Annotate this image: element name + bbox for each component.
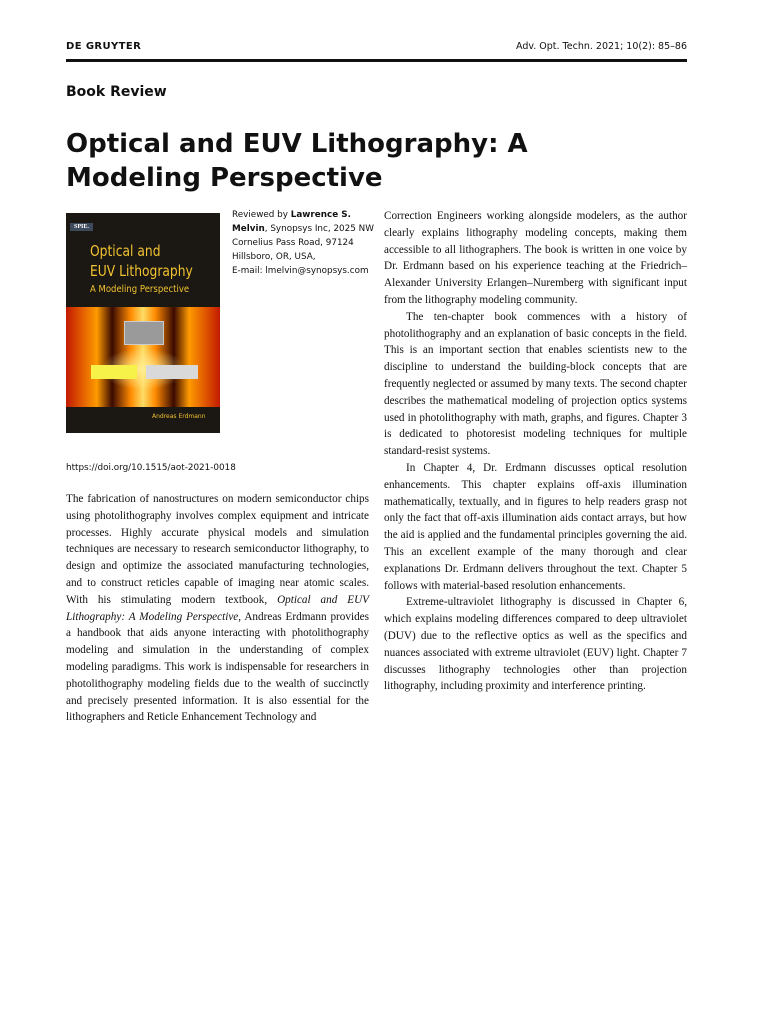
- publisher-name: DE GRUYTER: [66, 41, 142, 52]
- body-column-right: [384, 208, 687, 695]
- p1-continued: , Andreas Erdmann provides a handbook that aids anyone interacting with photolithography modeling and simulation in the understanding of complex modeling paradigms. This work is indispensable for researchers in photolithography modeling fields due to the wealth of succinctly and precisely presented information. It is also essential for the lithographers and Reticle Enhancement Technology and: [66, 610, 369, 724]
- header-rule: [66, 59, 687, 62]
- cover-publisher-badge: SPIE.: [70, 223, 93, 231]
- cover-title: [90, 241, 193, 281]
- body-column-left: [66, 491, 369, 726]
- p1-book-title: Optical and EUV Lithography: A Modeling Perspective: [66, 593, 369, 623]
- body-paragraph-4: Extreme-ultraviolet lithography is discussed in Chapter 6, which explains modeling differences compared to deep ultraviolet (DUV) due to the reflective optics as well as the specifics and nuances associated with extreme ultraviolet (EUV) light. Chapter 7 discusses lithography technologies other than projection lithography, including proximity and interference printing.: [384, 596, 687, 693]
- reviewer-email[interactable]: E-mail: lmelvin@synopsys.com: [232, 266, 369, 276]
- journal-citation: Adv. Opt. Techn. 2021; 10(2): 85–86: [516, 41, 687, 52]
- reviewer-info: [232, 208, 374, 278]
- body-paragraph-1a: [66, 491, 369, 726]
- section-label: Book Review: [66, 84, 167, 100]
- cover-art-feature-right: [146, 365, 198, 379]
- cover-title-line2: EUV Lithography: [90, 262, 193, 280]
- body-paragraph-2: The ten-chapter book commences with a history of photolithography and an explanation of basic concepts in the field. This is an important section that enables scientists new to the discipline to understand the building-block concepts that are frequently neglected or assumed by many texts. The second chapter describes the mathematical modeling of projection optics systems used in photolithography with math, graphs, and figures. Chapter 3 is dedicated to photoresist modeling techniques for multiple standard-resist systems.: [384, 310, 687, 458]
- reviewer-name: Lawrence S. Melvin: [232, 210, 351, 234]
- cover-artwork: [66, 307, 220, 407]
- cover-author: Andreas Erdmann: [152, 413, 206, 420]
- body-paragraph-3: In Chapter 4, Dr. Erdmann discusses optical resolution enhancements. This chapter explains off-axis illumination mathematically, textually, and in figures to help readers grasp not only the fact that off-axis illumination aids contact arrays, but how the aid is applied and the fundamental principles governing the aid. This an excellent example of the many thorough and clear explanations Dr. Erdmann delivers throughout the text. Chapter 5 follows with material-based resolution enhancements.: [384, 461, 687, 592]
- reviewer-affiliation: , Synopsys Inc, 2025 NW Cornelius Pass Road, 97124 Hillsboro, OR, USA,: [232, 224, 374, 262]
- body-paragraph-1b: Correction Engineers working alongside modelers, as the author clearly explains lithography modeling concepts, making them accessible to all lithographers. The book is written in one voice by Dr. Erdmann based on his experience teaching at the Friedrich–Alexander University Erlangen–Nuremberg with significant input from the lithography modeling community.: [384, 210, 687, 306]
- doi-link[interactable]: https://doi.org/10.1515/aot-2021-0018: [66, 463, 236, 473]
- reviewer-prefix: Reviewed by: [232, 210, 291, 220]
- p1-intro: The fabrication of nanostructures on modern semiconductor chips using photolithography involves complex equipment and intricate processes. Highly accurate physical models and simulation techniques are necessary to research semiconductor lithography, to design and optimize the associated manufacturing technologies, and to construct reticles capable of imaging near atomic scales. With his stimulating modern textbook,: [66, 493, 369, 606]
- article-title: Optical and EUV Lithography: A Modeling Perspective: [66, 129, 528, 193]
- cover-art-mask: [124, 321, 164, 345]
- cover-subtitle: A Modeling Perspective: [90, 284, 190, 295]
- cover-title-line1: Optical and: [90, 242, 161, 260]
- cover-art-feature-left: [91, 365, 137, 379]
- book-cover-image: [66, 213, 220, 433]
